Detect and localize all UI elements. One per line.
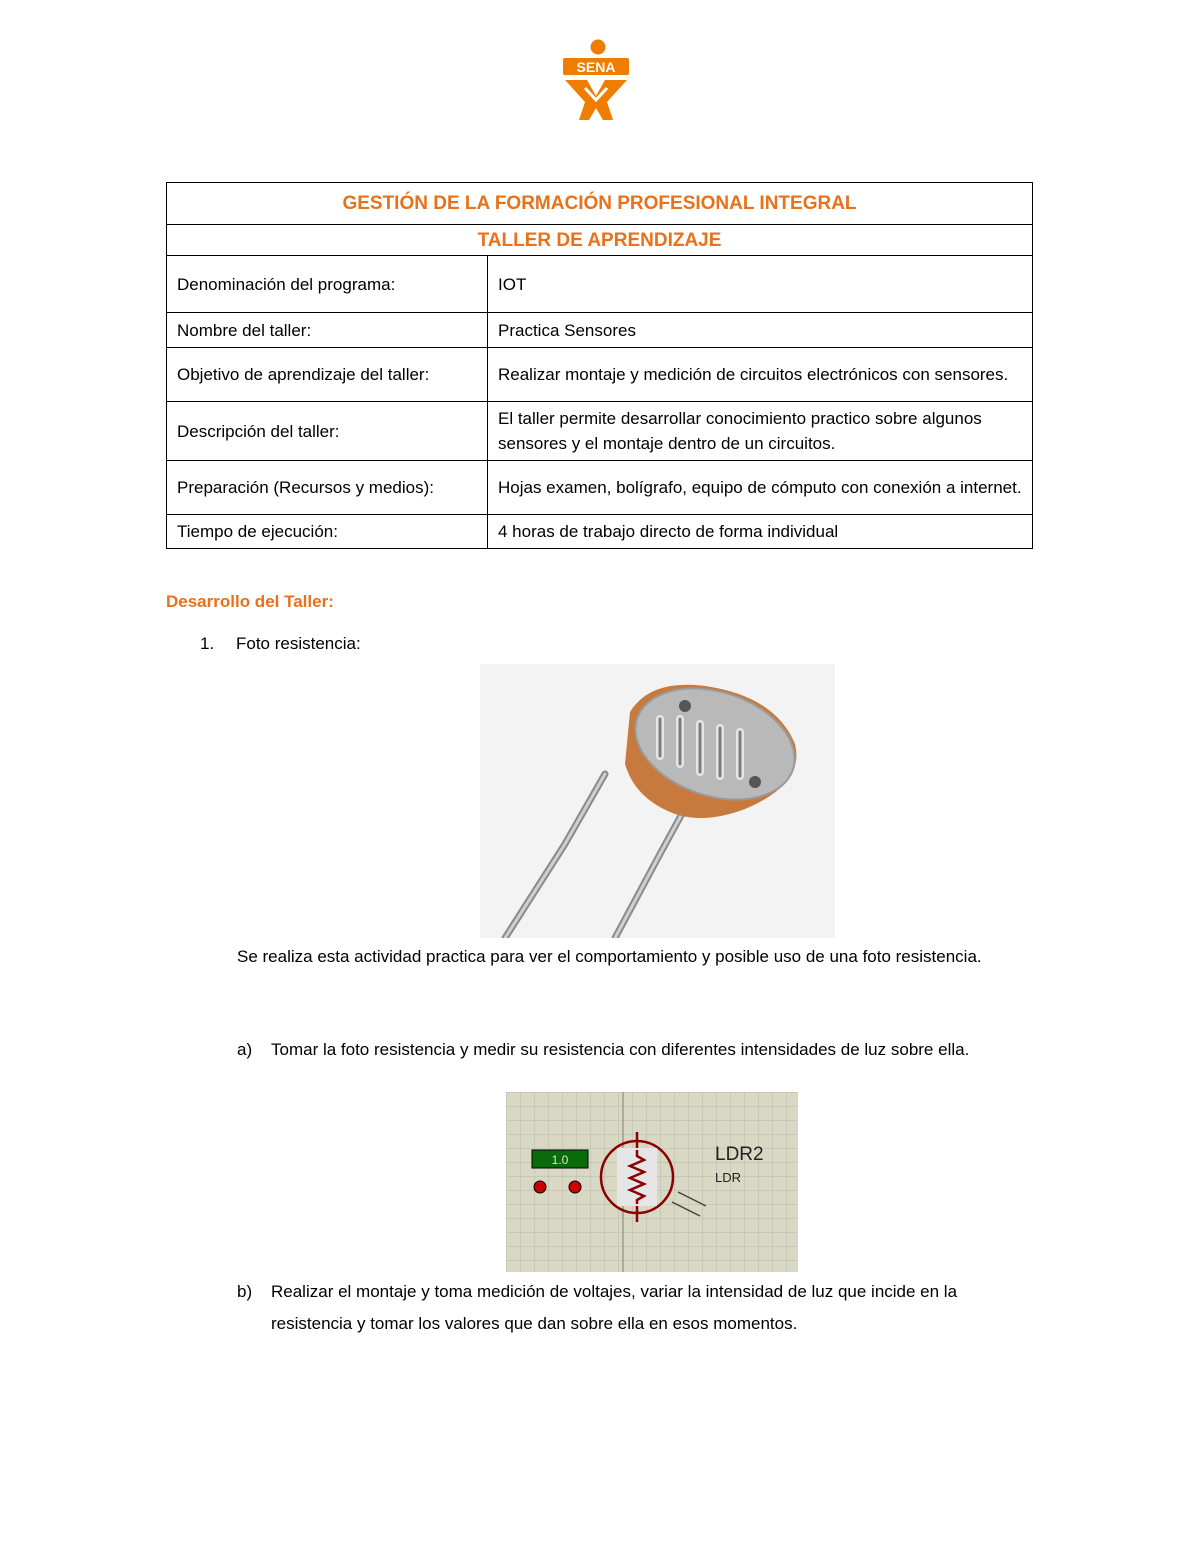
component-ref: LDR2 [715,1144,764,1165]
row-value: 4 horas de trabajo directo de forma individual [488,515,1033,549]
table-row [167,348,1033,402]
row-label: Denominación del programa: [167,256,488,313]
row-label: Preparación (Recursos y medios): [167,461,488,515]
component-type: LDR [715,1170,742,1185]
table-row [167,515,1033,549]
meter-reading: 1.0 [551,1153,569,1167]
ldr-schematic [506,1092,798,1272]
document-subtitle: TALLER DE APRENDIZAJE [167,225,1033,256]
row-label: Objetivo de aprendizaje del taller: [167,348,488,402]
table-row [167,256,1033,313]
section-title: Desarrollo del Taller: [166,592,334,611]
row-value: IOT [488,256,1033,313]
task-letter: b) [237,1282,253,1301]
item-number: 1. [200,634,215,653]
item-label: Foto resistencia: [236,634,361,653]
row-label: Tiempo de ejecución: [167,515,488,549]
table-row [167,402,1033,461]
row-value: Realizar montaje y medición de circuitos electrónicos con sensores. [488,348,1033,402]
table-row [167,313,1033,348]
intro-paragraph: Se realiza esta actividad practica para ver el comportamiento y posible uso de una foto resistencia. [237,947,982,966]
list-item [200,634,361,654]
task-letter: a) [237,1040,253,1059]
row-label: Nombre del taller: [167,313,488,348]
task-text: Tomar la foto resistencia y medir su resistencia con diferentes intensidades de luz sobre ella. [271,1040,970,1059]
row-value: Hojas examen, bolígrafo, equipo de cómputo con conexión a internet. [488,461,1033,515]
workshop-info-table [166,182,1033,549]
document-title: GESTIÓN DE LA FORMACIÓN PROFESIONAL INTEGRAL [167,183,1033,225]
photoresistor-image [445,664,835,938]
task-text: Realizar el montaje y toma medición de voltajes, variar la intensidad de luz que incide en la resistencia y tomar los valores que dan sobre ella en esos momentos. [271,1282,958,1333]
sena-logo [555,38,637,122]
task-a [237,1034,1037,1066]
table-row [167,461,1033,515]
task-b [237,1276,1037,1340]
row-value: El taller permite desarrollar conocimiento practico sobre algunos sensores y el montaje dentro de un circuitos. [488,402,1033,461]
row-label: Descripción del taller: [167,402,488,461]
row-value: Practica Sensores [488,313,1033,348]
svg-text:SENA: SENA [576,59,616,75]
